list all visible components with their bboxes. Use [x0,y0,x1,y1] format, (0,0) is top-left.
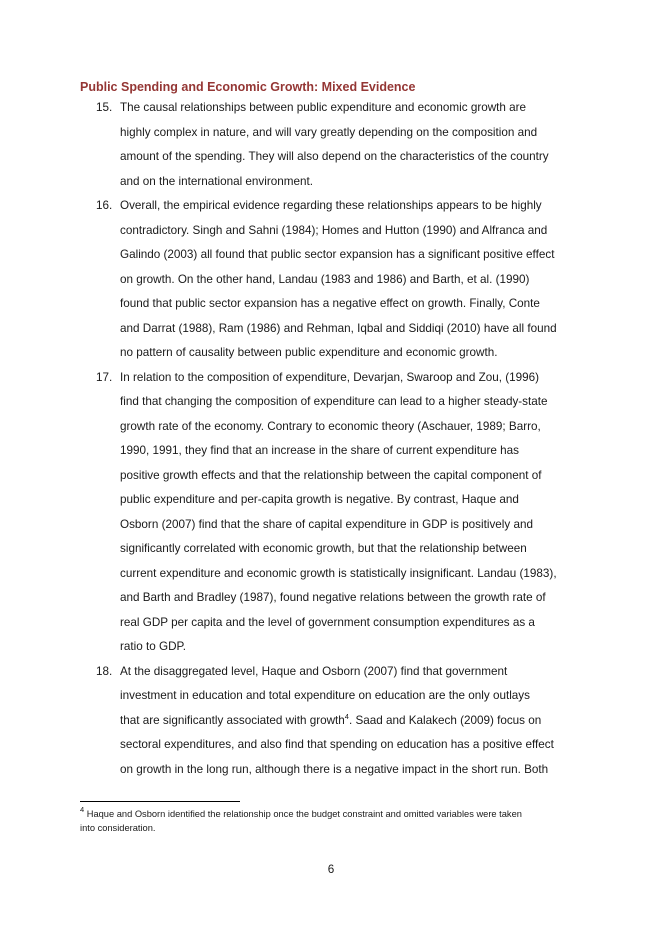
paragraph-line-with-footnote [120,709,662,734]
paragraph-17 [0,366,662,660]
paragraph-line: and Barth and Bradley (1987), found negative relations between the growth rate of [120,591,546,604]
paragraph-16 [0,194,662,366]
numbered-paragraph-list [0,96,662,782]
paragraph-number: 15. [96,101,113,114]
paragraph-18 [0,660,662,783]
paragraph-line: current expenditure and economic growth is statistically insignificant. Landau (1983), [120,566,557,580]
paragraph-line: investment in education and total expenditure on education are the only outlays [120,689,530,702]
paragraph-line: Osborn (2007) find that the share of capital expenditure in GDP is positively and [120,517,533,531]
paragraph-line: contradictory. Singh and Sahni (1984); Homes and Hutton (1990) and Alfranca and [120,223,548,237]
paragraph-line: significantly correlated with economic growth, but that the relationship between [120,542,527,555]
paragraph-line: The causal relationships between public expenditure and economic growth are [120,101,527,114]
paragraph-line: In relation to the composition of expenditure, Devarjan, Swaroop and Zou, (1996) [120,370,540,384]
paragraph-line: found that public sector expansion has a negative effect on growth. Finally, Conte [120,297,540,310]
paragraph-line: At the disaggregated level, Haque and Osborn (2007) find that government [120,664,508,678]
footnote-separator [80,801,240,802]
footnote-text: Haque and Osborn identified the relationship once the budget constraint and omitted variables were taken [84,809,522,819]
footnote-line: into consideration. [80,823,156,833]
paragraph-line: highly complex in nature, and will vary greatly depending on the composition and [120,125,538,139]
paragraph-number: 17. [96,370,113,384]
footnote-reference[interactable]: 4 [344,711,349,721]
paragraph-line: public expenditure and per-capita growth is negative. By contrast, Haque and [120,493,519,506]
paragraph-line: no pattern of causality between public expenditure and economic growth. [120,346,498,359]
paragraph-15 [0,96,662,194]
paragraph-number: 18. [96,664,113,678]
section-heading: Public Spending and Economic Growth: Mixed Evidence [80,80,416,94]
paragraph-line: positive growth effects and that the relationship between the capital component of [120,468,542,482]
paragraph-line: find that changing the composition of expenditure can lead to a higher steady-state [120,395,548,408]
paragraph-number: 16. [96,199,113,212]
paragraph-line: Overall, the empirical evidence regarding these relationships appears to be highly [120,199,542,212]
paragraph-line: 1990, 1991, they find that an increase in the share of current expenditure has [120,444,519,457]
paragraph-line-text: . Saad and Kalakech (2009) focus on [348,713,542,727]
paragraph-line: ratio to GDP. [120,640,187,653]
paragraph-line: sectoral expenditures, and also find that spending on education has a positive effect [120,738,554,751]
paragraph-line: and on the international environment. [120,174,313,188]
paragraph-line: real GDP per capita and the level of government consumption expenditures as a [120,615,535,629]
page-number: 6 [327,863,335,876]
paragraph-line: on growth in the long run, although there is a negative impact in the short run. Both [120,762,549,776]
footnote [80,807,580,835]
paragraph-line: and Darrat (1988), Ram (1986) and Rehman, Iqbal and Siddiqi (2010) have all found [120,321,557,335]
footnote-marker: 4 [80,805,85,814]
paragraph-line: growth rate of the economy. Contrary to economic theory (Aschauer, 1989; Barro, [120,419,541,433]
paragraph-line: on growth. On the other hand, Landau (1983 and 1986) and Barth, et al. (1990) [120,272,530,286]
paragraph-line: amount of the spending. They will also depend on the characteristics of the country [120,150,549,163]
footnote-line [80,807,580,821]
paragraph-line: Galindo (2003) all found that public sector expansion has a significant positive effect [120,248,555,261]
paragraph-line-text: that are significantly associated with growth [120,713,345,727]
